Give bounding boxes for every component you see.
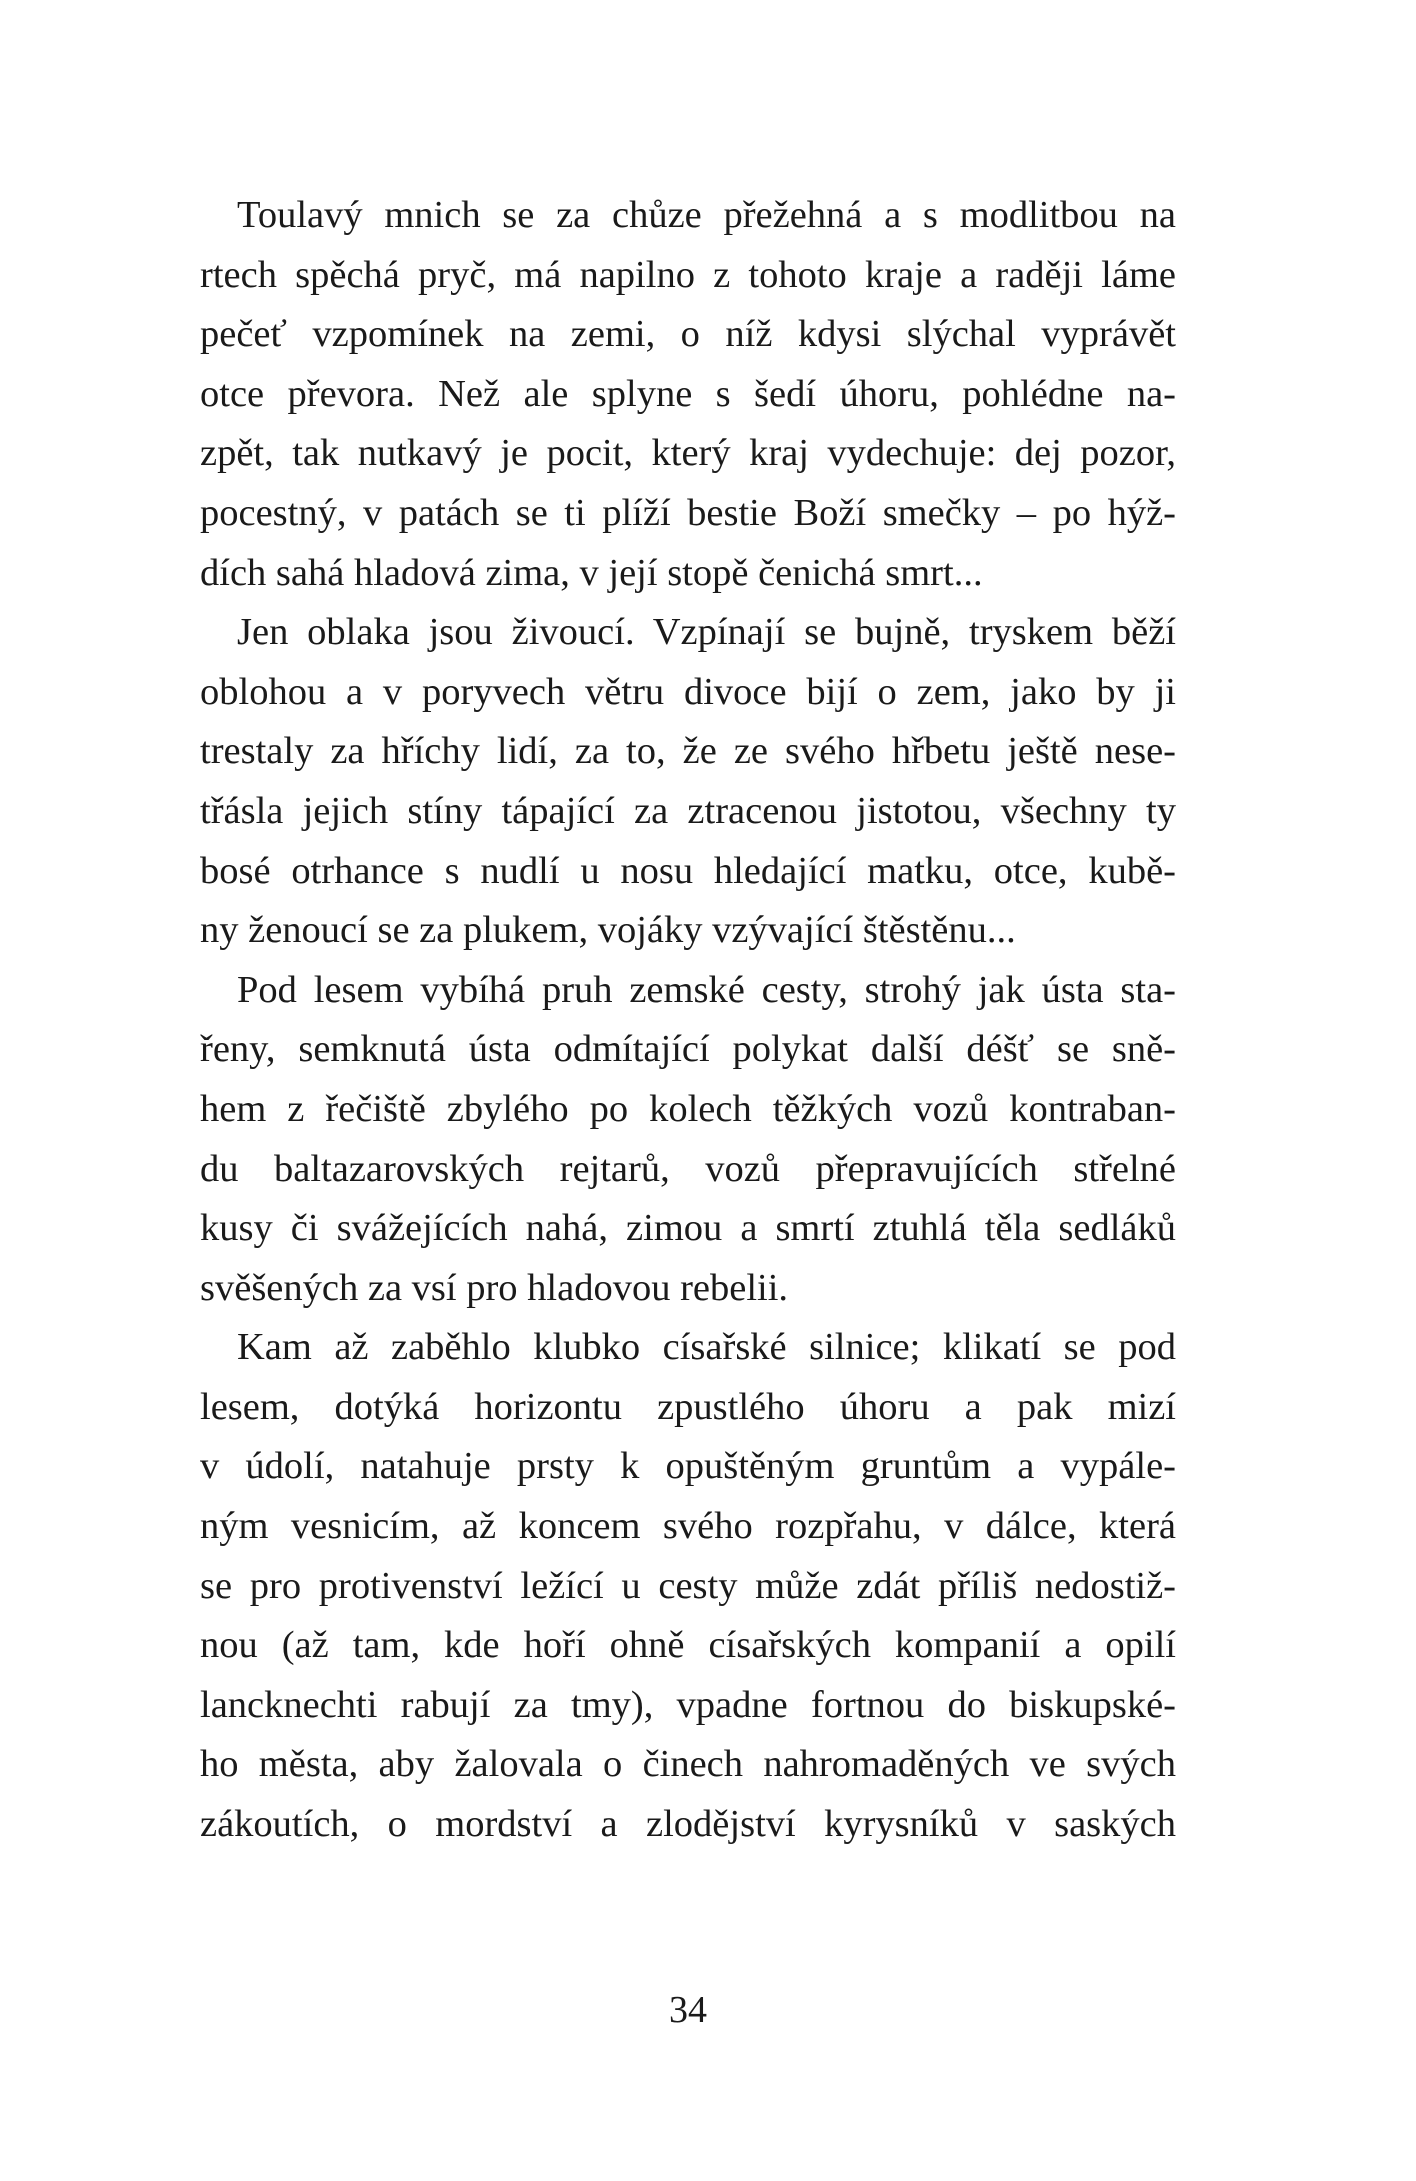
text-line: Pod lesem vybíhá pruh zemské cesty, strohý jak ústa sta-	[237, 968, 1176, 1011]
paragraph	[200, 961, 1176, 1319]
text-line: kusy či svážejících nahá, zimou a smrtí ztuhlá těla sedláků	[200, 1207, 1176, 1250]
text-line: řeny, semknutá ústa odmítající polykat další déšť se sně-	[200, 1028, 1176, 1071]
text-line: Toulavý mnich se za chůze přežehná a s modlitbou na	[237, 194, 1176, 236]
text-line: bosé otrhance s nudlí u nosu hledající matku, otce, kubě-	[200, 849, 1176, 892]
text-line: oblohou a v poryvech větru divoce bijí o zem, jako by ji	[200, 670, 1176, 713]
text-line: pečeť vzpomínek na zemi, o níž kdysi slýchal vyprávět	[200, 313, 1176, 356]
paragraph	[200, 603, 1176, 961]
text-line: trestaly za hříchy lidí, za to, že ze svého hřbetu ještě nese-	[200, 730, 1176, 773]
page-number: 34	[669, 1989, 707, 2031]
text-line: lancknechti rabují za tmy), vpadne fortnou do biskupské-	[200, 1683, 1176, 1726]
text-line: ným vesnicím, až koncem svého rozpřahu, v dálce, která	[200, 1505, 1176, 1548]
text-line: rtech spěchá pryč, má napilno z tohoto kraje a raději láme	[200, 253, 1176, 296]
text-line: du baltazarovských rejtarů, vozů přepravujících střelné	[200, 1147, 1176, 1190]
text-line: Jen oblaka jsou živoucí. Vzpínají se bujně, tryskem běží	[237, 611, 1176, 654]
text-line: svěšených za vsí pro hladovou rebelii.	[200, 1266, 789, 1309]
text-line: třásla jejich stíny tápající za ztracenou jistotou, všechny ty	[200, 789, 1176, 832]
text-line: ny ženoucí se za plukem, vojáky vzývající štěstěnu...	[200, 909, 1016, 952]
text-line: Kam až zaběhlo klubko císařské silnice; klikatí se pod	[237, 1326, 1176, 1369]
text-line: hem z řečiště zbylého po kolech těžkých vozů kontraban-	[200, 1087, 1176, 1130]
text-line: lesem, dotýká horizontu zpustlého úhoru a pak mizí	[200, 1385, 1176, 1428]
text-line: ho města, aby žalovala o činech nahromaděných ve svých	[200, 1743, 1176, 1786]
text-line: zpět, tak nutkavý je pocit, který kraj vydechuje: dej pozor,	[200, 432, 1176, 475]
text-line: dích sahá hladová zima, v její stopě čenichá smrt...	[200, 551, 983, 594]
text-line: se pro protivenství ležící u cesty může zdát příliš nedostiž-	[200, 1564, 1176, 1607]
paragraph	[200, 186, 1176, 603]
text-line: nou (až tam, kde hoří ohně císařských kompanií a opilí	[200, 1624, 1176, 1667]
body-text	[200, 186, 1176, 1855]
text-line: otce převora. Než ale splyne s šedí úhoru, pohlédne na-	[200, 372, 1176, 415]
text-line: v údolí, natahuje prsty k opuštěným gruntům a vypále-	[200, 1445, 1176, 1488]
paragraph	[200, 1318, 1176, 1854]
text-line: zákoutích, o mordství a zlodějství kyrysníků v saských	[200, 1803, 1176, 1846]
text-line: pocestný, v patách se ti plíží bestie Boží smečky – po hýž-	[200, 491, 1176, 534]
